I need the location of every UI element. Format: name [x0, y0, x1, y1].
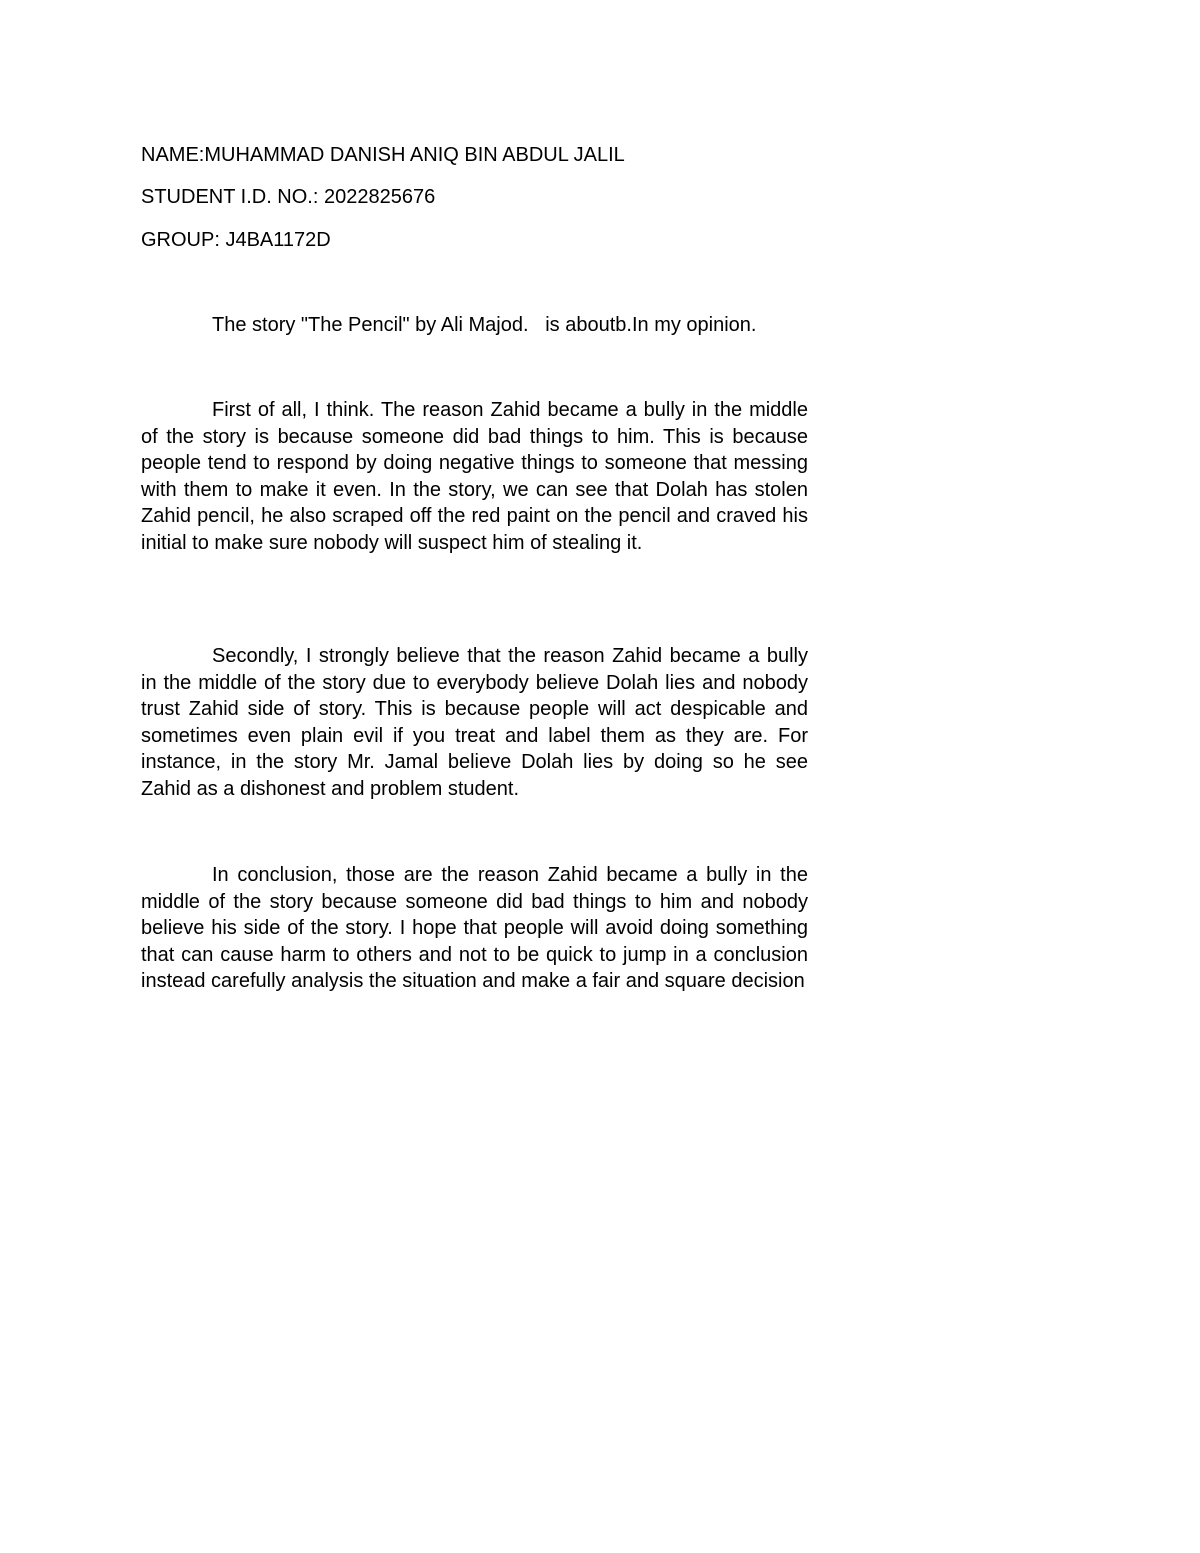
essay-paragraph-conclusion: In conclusion, those are the reason Zahid became a bully in the middle of the story because someone did bad things to him and nobody believe his side of the story. I hope that people will avoid doing something that can cause harm to others and not to be quick to jump in a conclusion instead carefully analysis the situation and make a fair and square decision [141, 864, 808, 993]
student-group: GROUP: J4BA1172D [141, 229, 331, 251]
essay-paragraph-first: First of all, I think. The reason Zahid became a bully in the middle of the story is because someone did bad things to him. This is because people tend to respond by doing negative things to someone that messing with them to make it even. In the story, we can see that Dolah has stolen Zahid pencil, he also scraped off the red paint on the pencil and craved his initial to make sure nobody will suspect him of stealing it. [141, 399, 808, 554]
student-name: NAME:MUHAMMAD DANISH ANIQ BIN ABDUL JALIL [141, 144, 625, 166]
essay-intro: The story "The Pencil" by Ali Majod. is aboutb.In my opinion. [212, 314, 757, 336]
student-id: STUDENT I.D. NO.: 2022825676 [141, 186, 436, 208]
essay-paragraph-second: Secondly, I strongly believe that the reason Zahid became a bully in the middle of the story due to everybody believe Dolah lies and nobody trust Zahid side of story. This is because people will act despicable and sometimes even plain evil if you treat and label them as they are. For instance, in the story Mr. Jamal believe Dolah lies by doing so he see Zahid as a dishonest and problem student. [141, 645, 808, 800]
